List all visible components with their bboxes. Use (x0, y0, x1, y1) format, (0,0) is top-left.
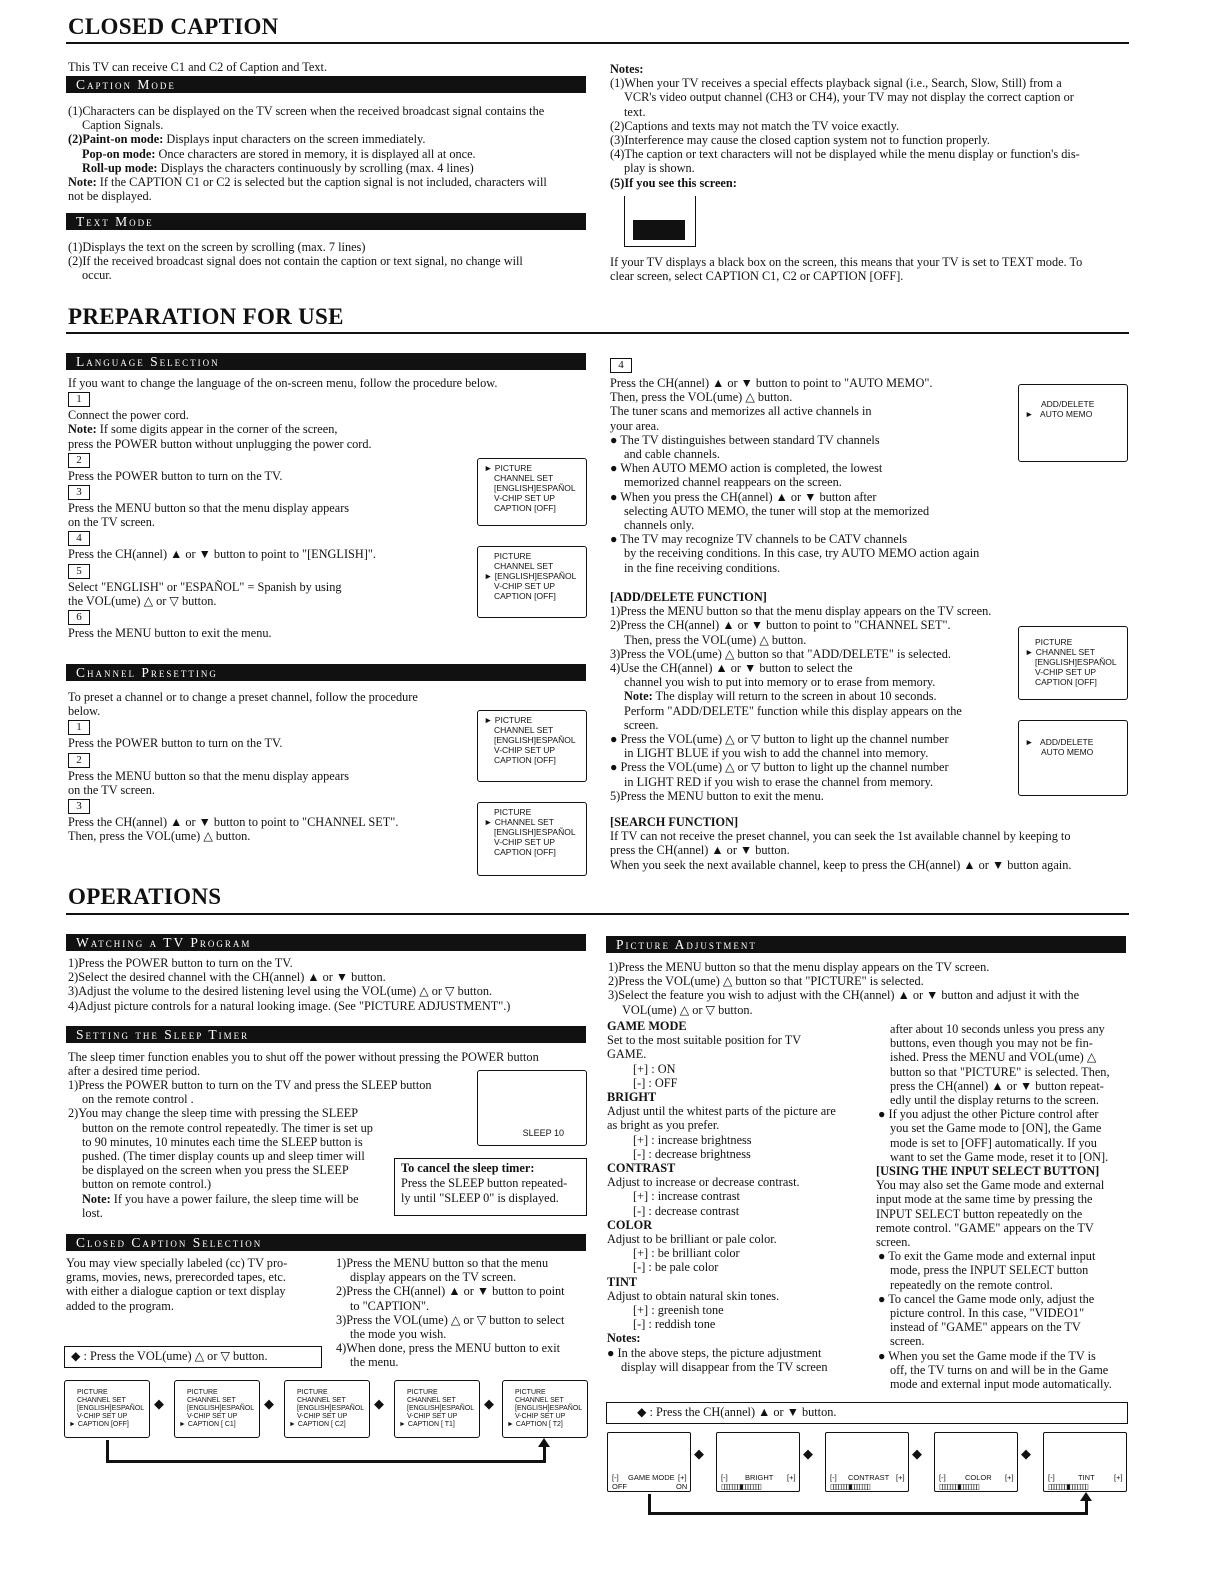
cs1d: added to the program. (66, 1298, 174, 1313)
a3: 3)Press the VOL(ume) △ button so that "ADD/DELETE" is selected. (610, 646, 951, 661)
gm1b: GAME. (607, 1047, 647, 1062)
notes-label: Notes: (610, 62, 644, 76)
n5-text2: clear screen, select CAPTION C1, C2 or CAPTION [OFF]. (610, 269, 904, 284)
rb1b: and cable channels. (624, 447, 720, 462)
tv-screen-illustration (624, 196, 696, 247)
cm4: Roll-up mode: Displays the characters continuously by scrolling (max. 4 lines) (82, 160, 474, 175)
slider-color: [-] COLOR [+] ▯▯▯▯▯▯▯▮▯▯▯▯▯▯▯ (934, 1432, 1018, 1492)
p2: 2)Press the VOL(ume) △ button so that "PICTURE" is selected. (608, 974, 924, 989)
in4: ● When you set the Game mode if the TV is (878, 1348, 1096, 1363)
step-2: 2 (68, 753, 90, 768)
arrow-up-icon (1080, 1492, 1092, 1501)
a2: 2)Press the CH(annel) ▲ or ▼ button to point to "CHANNEL SET". (610, 618, 951, 633)
double-arrow-icon: ◆ (694, 1447, 704, 1462)
tm2: (2)If the received broadcast signal does not contain the caption or text signal, no change will (68, 254, 523, 269)
in2b: mode, press the INPUT SELECT button (890, 1263, 1089, 1278)
caption-notes (610, 62, 1130, 190)
sleep-timer-bar: Setting the Sleep Timer (66, 1026, 586, 1043)
channel-steps (68, 690, 488, 843)
step-6: 6 (68, 610, 90, 625)
cm3: Pop-on mode: Once characters are stored in memory, it is displayed all at once. (82, 146, 476, 161)
l5b: the VOL(ume) △ or ▽ button. (68, 593, 217, 608)
menu-screen-auto-memo: ADD/DELETE ► AUTO MEMO (1018, 384, 1128, 462)
menu-screen-picture: ► PICTURE CHANNEL SET [ENGLISH]ESPAÑOL V-CHIP SET UP CAPTION [OFF] (477, 458, 587, 526)
picture-notes-label: Notes: (607, 1331, 641, 1346)
w4: 4)Adjust picture controls for a natural looking image. (See "PICTURE ADJUSTMENT".) (68, 998, 511, 1013)
a1: 1)Press the MENU button so that the menu display appears on the TV screen. (610, 604, 992, 619)
rb3: ● When you press the CH(annel) ▲ or ▼ button after (610, 489, 877, 504)
picture-controls (607, 1019, 867, 1374)
cm-note: Note: If the CAPTION C1 or C2 is selected but the caption signal is not included, characters will (68, 175, 547, 190)
cc-selection-intro (66, 1256, 316, 1313)
a-note: Note: The display will return to the screen in about 10 seconds. (624, 689, 937, 704)
cancel-title: To cancel the sleep timer: (401, 1161, 535, 1175)
l6: Press the MENU button to exit the menu. (68, 626, 272, 641)
input-select-title: [USING THE INPUT SELECT BUTTON] (876, 1164, 1100, 1179)
text-mode-bar: Text Mode (66, 213, 586, 230)
cancel-sleep-box (394, 1158, 587, 1216)
c2b: on the TV screen. (68, 782, 155, 797)
add-delete-title: [ADD/DELETE FUNCTION] (610, 590, 767, 604)
n4b: play is shown. (624, 161, 695, 176)
cr1: 1)Press the MENU button so that the menu (336, 1256, 549, 1270)
ti1: Adjust to obtain natural skin tones. (607, 1288, 780, 1303)
vol-button-box: ◆ : Press the VOL(ume) △ or ▽ button. (64, 1346, 322, 1368)
color-title: COLOR (607, 1217, 653, 1232)
heading-rule (66, 913, 1129, 915)
co-m: [-] : decrease contrast (633, 1203, 740, 1218)
picture-adjustment-bar: Picture Adjustment (606, 936, 1126, 953)
caption-menu-t1: PICTURE CHANNEL SET [ENGLISH]ESPAÑOL V-CHIP SET UP ► CAPTION [ T1] (394, 1380, 480, 1438)
menu-screen-channel-set-right: PICTURE ► CHANNEL SET [ENGLISH]ESPAÑOL V-CHIP SET UP CAPTION [OFF] (1018, 626, 1128, 700)
ab2: ● Press the VOL(ume) △ or ▽ button to light up the channel number (610, 760, 949, 775)
l3b: on the TV screen. (68, 515, 155, 530)
double-arrow-icon: ◆ (374, 1397, 384, 1412)
in1: You may also set the Game mode and external (876, 1178, 1105, 1193)
watching-text (68, 956, 588, 1013)
w2: 2)Select the desired channel with the CH(annel) ▲ or ▼ button. (68, 970, 386, 985)
cr3: 3)Press the VOL(ume) △ or ▽ button to select (336, 1312, 565, 1327)
double-arrow-icon: ◆ (154, 1397, 164, 1412)
pr1c: ished. Press the MENU and VOL(ume) △ (890, 1050, 1097, 1065)
sl2: 2)You may change the sleep time with pressing the SLEEP (68, 1106, 359, 1121)
cm1b: Caption Signals. (82, 118, 164, 133)
text-mode-text (68, 240, 588, 283)
menu-screen-sleep: SLEEP 10 (477, 1070, 587, 1146)
a4b: channel you wish to put into memory or to erase from memory. (624, 675, 936, 690)
slider-bright: [-] BRIGHT [+] ▯▯▯▯▯▯▯▮▯▯▯▯▯▯▯ (716, 1432, 800, 1492)
c2: Press the MENU button so that the menu display appears (68, 768, 350, 783)
in3c: instead of "GAME" appears on the TV (890, 1320, 1081, 1335)
channel-presetting-bar: Channel Presetting (66, 664, 586, 681)
in2c: repeatedly on the remote control. (890, 1277, 1053, 1292)
double-arrow-icon: ◆ (484, 1397, 494, 1412)
n1b: VCR's video output channel (CH3 or CH4), your TV may not display the correct caption or (624, 90, 1074, 105)
in4c: mode and external input mode automatically. (890, 1377, 1112, 1392)
in3: ● To cancel the Game mode only, adjust the (878, 1291, 1095, 1306)
br1b: as bright as you prefer. (607, 1118, 720, 1133)
pr1e: press the CH(annel) ▲ or ▼ button repeat- (890, 1078, 1104, 1093)
sl0b: after a desired time period. (68, 1064, 201, 1079)
a-note3: screen. (624, 717, 659, 732)
ch-intro: To preset a channel or to change a preset channel, follow the procedure (68, 690, 418, 704)
pr2c: mode is set to [OFF] automatically. If you (890, 1135, 1097, 1150)
p3b: VOL(ume) △ or ▽ button. (622, 1002, 753, 1017)
br1: Adjust until the whitest parts of the picture are (607, 1104, 836, 1119)
ab1b: in LIGHT BLUE if you wish to add the channel into memory. (624, 746, 929, 761)
l1-note: Note: If some digits appear in the corner of the screen, (68, 422, 338, 437)
cr3b: the mode you wish. (350, 1327, 447, 1342)
p3: 3)Select the feature you wish to adjust with the CH(annel) ▲ or ▼ button and adjust it with the (608, 988, 1080, 1003)
caption-menu-off: PICTURE CHANNEL SET [ENGLISH]ESPAÑOL V-CHIP SET UP ► CAPTION [OFF] (64, 1380, 150, 1438)
cs1c: with either a dialogue caption or text display (66, 1284, 286, 1299)
in2: ● To exit the Game mode and external input (878, 1249, 1096, 1264)
add-delete-section (610, 590, 1020, 803)
c1: Press the POWER button to turn on the TV. (68, 736, 283, 751)
se1: If TV can not receive the preset channel, you can seek the 1st available channel by keeping to (610, 829, 1071, 844)
tm2b: occur. (82, 268, 112, 283)
rb3b: selecting AUTO MEMO, the tuner will stop at the memorized (624, 503, 930, 518)
p1: 1)Press the MENU button so that the menu display appears on the TV screen. (608, 960, 990, 974)
caption-menu-c2: PICTURE CHANNEL SET [ENGLISH]ESPAÑOL V-CHIP SET UP ► CAPTION [ C2] (284, 1380, 370, 1438)
l4: Press the CH(annel) ▲ or ▼ button to point to "[ENGLISH]". (68, 547, 376, 562)
n5-text: If your TV displays a black box on the screen, this means that your TV is set to TEXT mode. To (610, 255, 1083, 269)
pr2: ● If you adjust the other Picture control after (878, 1107, 1099, 1122)
in1c: INPUT SELECT button repeatedly on the (876, 1206, 1083, 1221)
caption-mode-text (68, 104, 588, 203)
se3: When you seek the next available channel, keep to press the CH(annel) ▲ or ▼ button again. (610, 857, 1072, 872)
in4b: off, the TV turns on and will be in the Game (890, 1362, 1109, 1377)
step-4: 4 (68, 531, 90, 546)
ch-intro2: below. (68, 704, 101, 719)
pr1d: button so that "PICTURE" is selected. Then, (890, 1064, 1110, 1079)
menu-screen-picture-2: ► PICTURE CHANNEL SET [ENGLISH]ESPAÑOL V-CHIP SET UP CAPTION [OFF] (477, 710, 587, 782)
auto-memo-text (610, 376, 1010, 575)
step-4-right: 4 (610, 358, 632, 373)
se2: press the CH(annel) ▲ or ▼ button. (610, 843, 790, 858)
rb1: ● The TV distinguishes between standard TV channels (610, 432, 880, 447)
in1d: remote control. "GAME" appears on the TV (876, 1220, 1094, 1235)
cm-note2: not be displayed. (68, 189, 152, 204)
w1: 1)Press the POWER button to turn on the TV. (68, 956, 293, 970)
preparation-heading: PREPARATION FOR USE (68, 304, 344, 329)
tm1: (1)Displays the text on the screen by scrolling (max. 7 lines) (68, 240, 366, 254)
loop-line (106, 1440, 109, 1462)
pr2b: you set the Game mode to [ON], the Game (890, 1121, 1102, 1136)
sl0: The sleep timer function enables you to shut off the power without pressing the POWER button (68, 1050, 539, 1064)
r3b: your area. (610, 418, 660, 433)
l1: Connect the power cord. (68, 408, 189, 423)
cc-selection-steps (336, 1256, 591, 1370)
caption-menu-c1: PICTURE CHANNEL SET [ENGLISH]ESPAÑOL V-CHIP SET UP ► CAPTION [ C1] (174, 1380, 260, 1438)
sl2b: button on the remote control repeatedly. The timer is set up (82, 1120, 373, 1135)
caption-left-column (68, 60, 588, 74)
slider-game-mode: [-] GAME MODE [+] OFF ON (607, 1432, 691, 1492)
gm1: Set to the most suitable position for TV (607, 1033, 802, 1048)
contrast-title: CONTRAST (607, 1161, 676, 1176)
n5: (5)If you see this screen: (610, 175, 737, 190)
caption-mode-bar: Caption Mode (66, 76, 586, 93)
step-3: 3 (68, 485, 90, 500)
heading-rule (66, 332, 1129, 334)
a2b: Then, press the VOL(ume) △ button. (624, 632, 807, 647)
ch-button-box: ◆ : Press the CH(annel) ▲ or ▼ button. (606, 1402, 1128, 1424)
sl2c: to 90 minutes, 10 minutes each time the SLEEP button is (82, 1134, 363, 1149)
c3b: Then, press the VOL(ume) △ button. (68, 829, 251, 844)
gm-on: [+] : ON (633, 1061, 676, 1076)
r2: Then, press the VOL(ume) △ button. (610, 390, 793, 405)
cc-intro: This TV can receive C1 and C2 of Caption and Text. (68, 60, 328, 74)
r1: Press the CH(annel) ▲ or ▼ button to point to "AUTO MEMO". (610, 376, 933, 390)
col-m: [-] : be pale color (633, 1260, 719, 1275)
heading-rule (66, 42, 1129, 44)
rb2: ● When AUTO MEMO action is completed, the lowest (610, 461, 883, 476)
operations-heading: OPERATIONS (68, 884, 222, 909)
br-m: [-] : decrease brightness (633, 1146, 751, 1161)
cr4: 4)When done, press the MENU button to exit (336, 1341, 561, 1356)
closed-caption-heading: CLOSED CAPTION (68, 14, 279, 39)
sl-note2: lost. (82, 1205, 103, 1220)
a-note2: Perform "ADD/DELETE" function while this display appears on the (624, 703, 962, 718)
double-arrow-icon: ◆ (803, 1447, 813, 1462)
double-arrow-icon: ◆ (912, 1447, 922, 1462)
pn1b: display will disappear from the TV screen (621, 1359, 828, 1374)
cm2: (2)Paint-on mode: Displays input characters on the screen immediately. (68, 132, 426, 147)
cancel-text: Press the SLEEP button repeated- (401, 1176, 568, 1190)
gm-off: [-] : OFF (633, 1075, 678, 1090)
l3: Press the MENU button so that the menu display appears (68, 501, 350, 516)
sl2d: pushed. (The timer display counts up and sleep timer will (82, 1149, 365, 1164)
sl1: 1)Press the POWER button to turn on the TV and press the SLEEP button (68, 1078, 432, 1092)
game-mode-title: GAME MODE (607, 1019, 687, 1033)
sl2e: be displayed on the screen when you press the SLEEP (82, 1163, 349, 1178)
ti-m: [-] : reddish tone (633, 1317, 716, 1332)
loop-line (648, 1512, 1088, 1515)
ti-p: [+] : greenish tone (633, 1303, 724, 1318)
loop-line (648, 1494, 651, 1514)
tint-title: TINT (607, 1274, 638, 1289)
step-1: 1 (68, 392, 90, 407)
slider-contrast: [-] CONTRAST [+] ▯▯▯▯▯▯▯▮▯▯▯▯▯▯▯ (825, 1432, 909, 1492)
watching-bar: Watching a TV Program (66, 934, 586, 951)
picture-steps (608, 960, 1128, 1017)
cancel-text2: ly until "SLEEP 0" is displayed. (401, 1191, 559, 1205)
r3: The tuner scans and memorizes all active channels in (610, 404, 872, 419)
ab1: ● Press the VOL(ume) △ or ▽ button to light up the channel number (610, 732, 949, 747)
n1c: text. (624, 104, 646, 119)
slider-tint: [-] TINT [+] ▯▯▯▯▯▯▯▮▯▯▯▯▯▯▯ (1043, 1432, 1127, 1492)
menu-screen-add-delete: ► ADD/DELETE AUTO MEMO (1018, 720, 1128, 796)
col1: Adjust to be brilliant or pale color. (607, 1232, 777, 1247)
a5: 5)Press the MENU button to exit the menu. (610, 788, 824, 803)
in3b: picture control. In this case, "VIDEO1" (890, 1306, 1085, 1321)
search-title: [SEARCH FUNCTION] (610, 815, 739, 829)
black-box-explanation (610, 255, 1130, 283)
menu-screen-english: PICTURE CHANNEL SET ► [ENGLISH]ESPAÑOL V-CHIP SET UP CAPTION [OFF] (477, 546, 587, 618)
lang-intro: If you want to change the language of the on-screen menu, follow the procedure below. (68, 376, 498, 390)
pr1f: edly until the display returns to the screen. (890, 1093, 1099, 1108)
cr2b: to "CAPTION". (350, 1298, 430, 1313)
pr2d: want to set the Game mode, reset it to [ON]. (890, 1149, 1109, 1164)
sl-note: Note: If you have a power failure, the sleep time will be (82, 1191, 359, 1206)
n4: (4)The caption or text characters will not be displayed while the menu display or function's dis- (610, 147, 1080, 162)
picture-notes-right (876, 1022, 1128, 1391)
pr1b: buttons, even though you may not be fin- (890, 1036, 1093, 1051)
br-p: [+] : increase brightness (633, 1132, 752, 1147)
step-3: 3 (68, 799, 90, 814)
pr1: after about 10 seconds unless you press any (890, 1022, 1105, 1036)
rb2b: memorized channel reappears on the screen. (624, 475, 842, 490)
double-arrow-icon: ◆ (264, 1397, 274, 1412)
rb4c: in the fine receiving conditions. (624, 560, 781, 575)
step-1: 1 (68, 720, 90, 735)
col-p: [+] : be brilliant color (633, 1246, 740, 1261)
cs1b: grams, movies, news, prerecorded tapes, etc. (66, 1270, 286, 1285)
bright-title: BRIGHT (607, 1090, 657, 1105)
language-selection-bar: Language Selection (66, 353, 586, 370)
menu-screen-channel-set: PICTURE ► CHANNEL SET [ENGLISH]ESPAÑOL V-CHIP SET UP CAPTION [OFF] (477, 802, 587, 876)
rb3c: channels only. (624, 518, 695, 533)
ab2b: in LIGHT RED if you wish to erase the channel from memory. (624, 774, 934, 789)
cs1: You may view specially labeled (cc) TV pro- (66, 1256, 288, 1270)
double-arrow-icon: ◆ (1021, 1447, 1031, 1462)
loop-line (106, 1460, 546, 1463)
cr2: 2)Press the CH(annel) ▲ or ▼ button to point (336, 1284, 565, 1299)
l1-note2: press the POWER button without unplugging the power cord. (68, 436, 372, 451)
c3: Press the CH(annel) ▲ or ▼ button to point to "CHANNEL SET". (68, 815, 399, 830)
in1b: input mode at the same time by pressing the (876, 1192, 1093, 1207)
l2: Press the POWER button to turn on the TV. (68, 468, 283, 483)
search-section (610, 815, 1130, 872)
rb4: ● The TV may recognize TV channels to be CATV channels (610, 532, 908, 547)
n3: (3)Interference may cause the closed caption system not to function properly. (610, 133, 990, 148)
cr4b: the menu. (350, 1355, 399, 1370)
rb4b: by the receiving conditions. In this case, try AUTO MEMO action again (624, 546, 980, 561)
step-5: 5 (68, 564, 90, 579)
pn1: ● In the above steps, the picture adjustment (607, 1345, 822, 1360)
l5: Select "ENGLISH" or "ESPAÑOL" = Spanish by using (68, 579, 342, 594)
sl2f: button on remote control.) (82, 1177, 212, 1192)
in3d: screen. (890, 1334, 925, 1349)
a4: 4)Use the CH(annel) ▲ or ▼ button to select the (610, 661, 853, 676)
black-box-icon (633, 220, 685, 240)
step-2: 2 (68, 453, 90, 468)
closed-caption-selection-bar: Closed Caption Selection (66, 1234, 586, 1251)
co-p: [+] : increase contrast (633, 1189, 740, 1204)
w3: 3)Adjust the volume to the desired listening level using the VOL(ume) △ or ▽ button. (68, 984, 493, 999)
in1e: screen. (876, 1235, 911, 1250)
co1: Adjust to increase or decrease contrast. (607, 1175, 800, 1190)
n2: (2)Captions and texts may not match the TV voice exactly. (610, 118, 900, 133)
n1: (1)When your TV receives a special effects playback signal (i.e., Search, Slow, Still) from a (610, 76, 1062, 91)
sl1b: on the remote control . (82, 1092, 194, 1107)
caption-menu-t2: PICTURE CHANNEL SET [ENGLISH]ESPAÑOL V-CHIP SET UP ► CAPTION [ T2] (502, 1380, 588, 1438)
arrow-up-icon (538, 1438, 550, 1447)
cm1: (1)Characters can be displayed on the TV screen when the received broadcast signal contains the (68, 104, 545, 118)
cr1b: display appears on the TV screen. (350, 1270, 517, 1285)
